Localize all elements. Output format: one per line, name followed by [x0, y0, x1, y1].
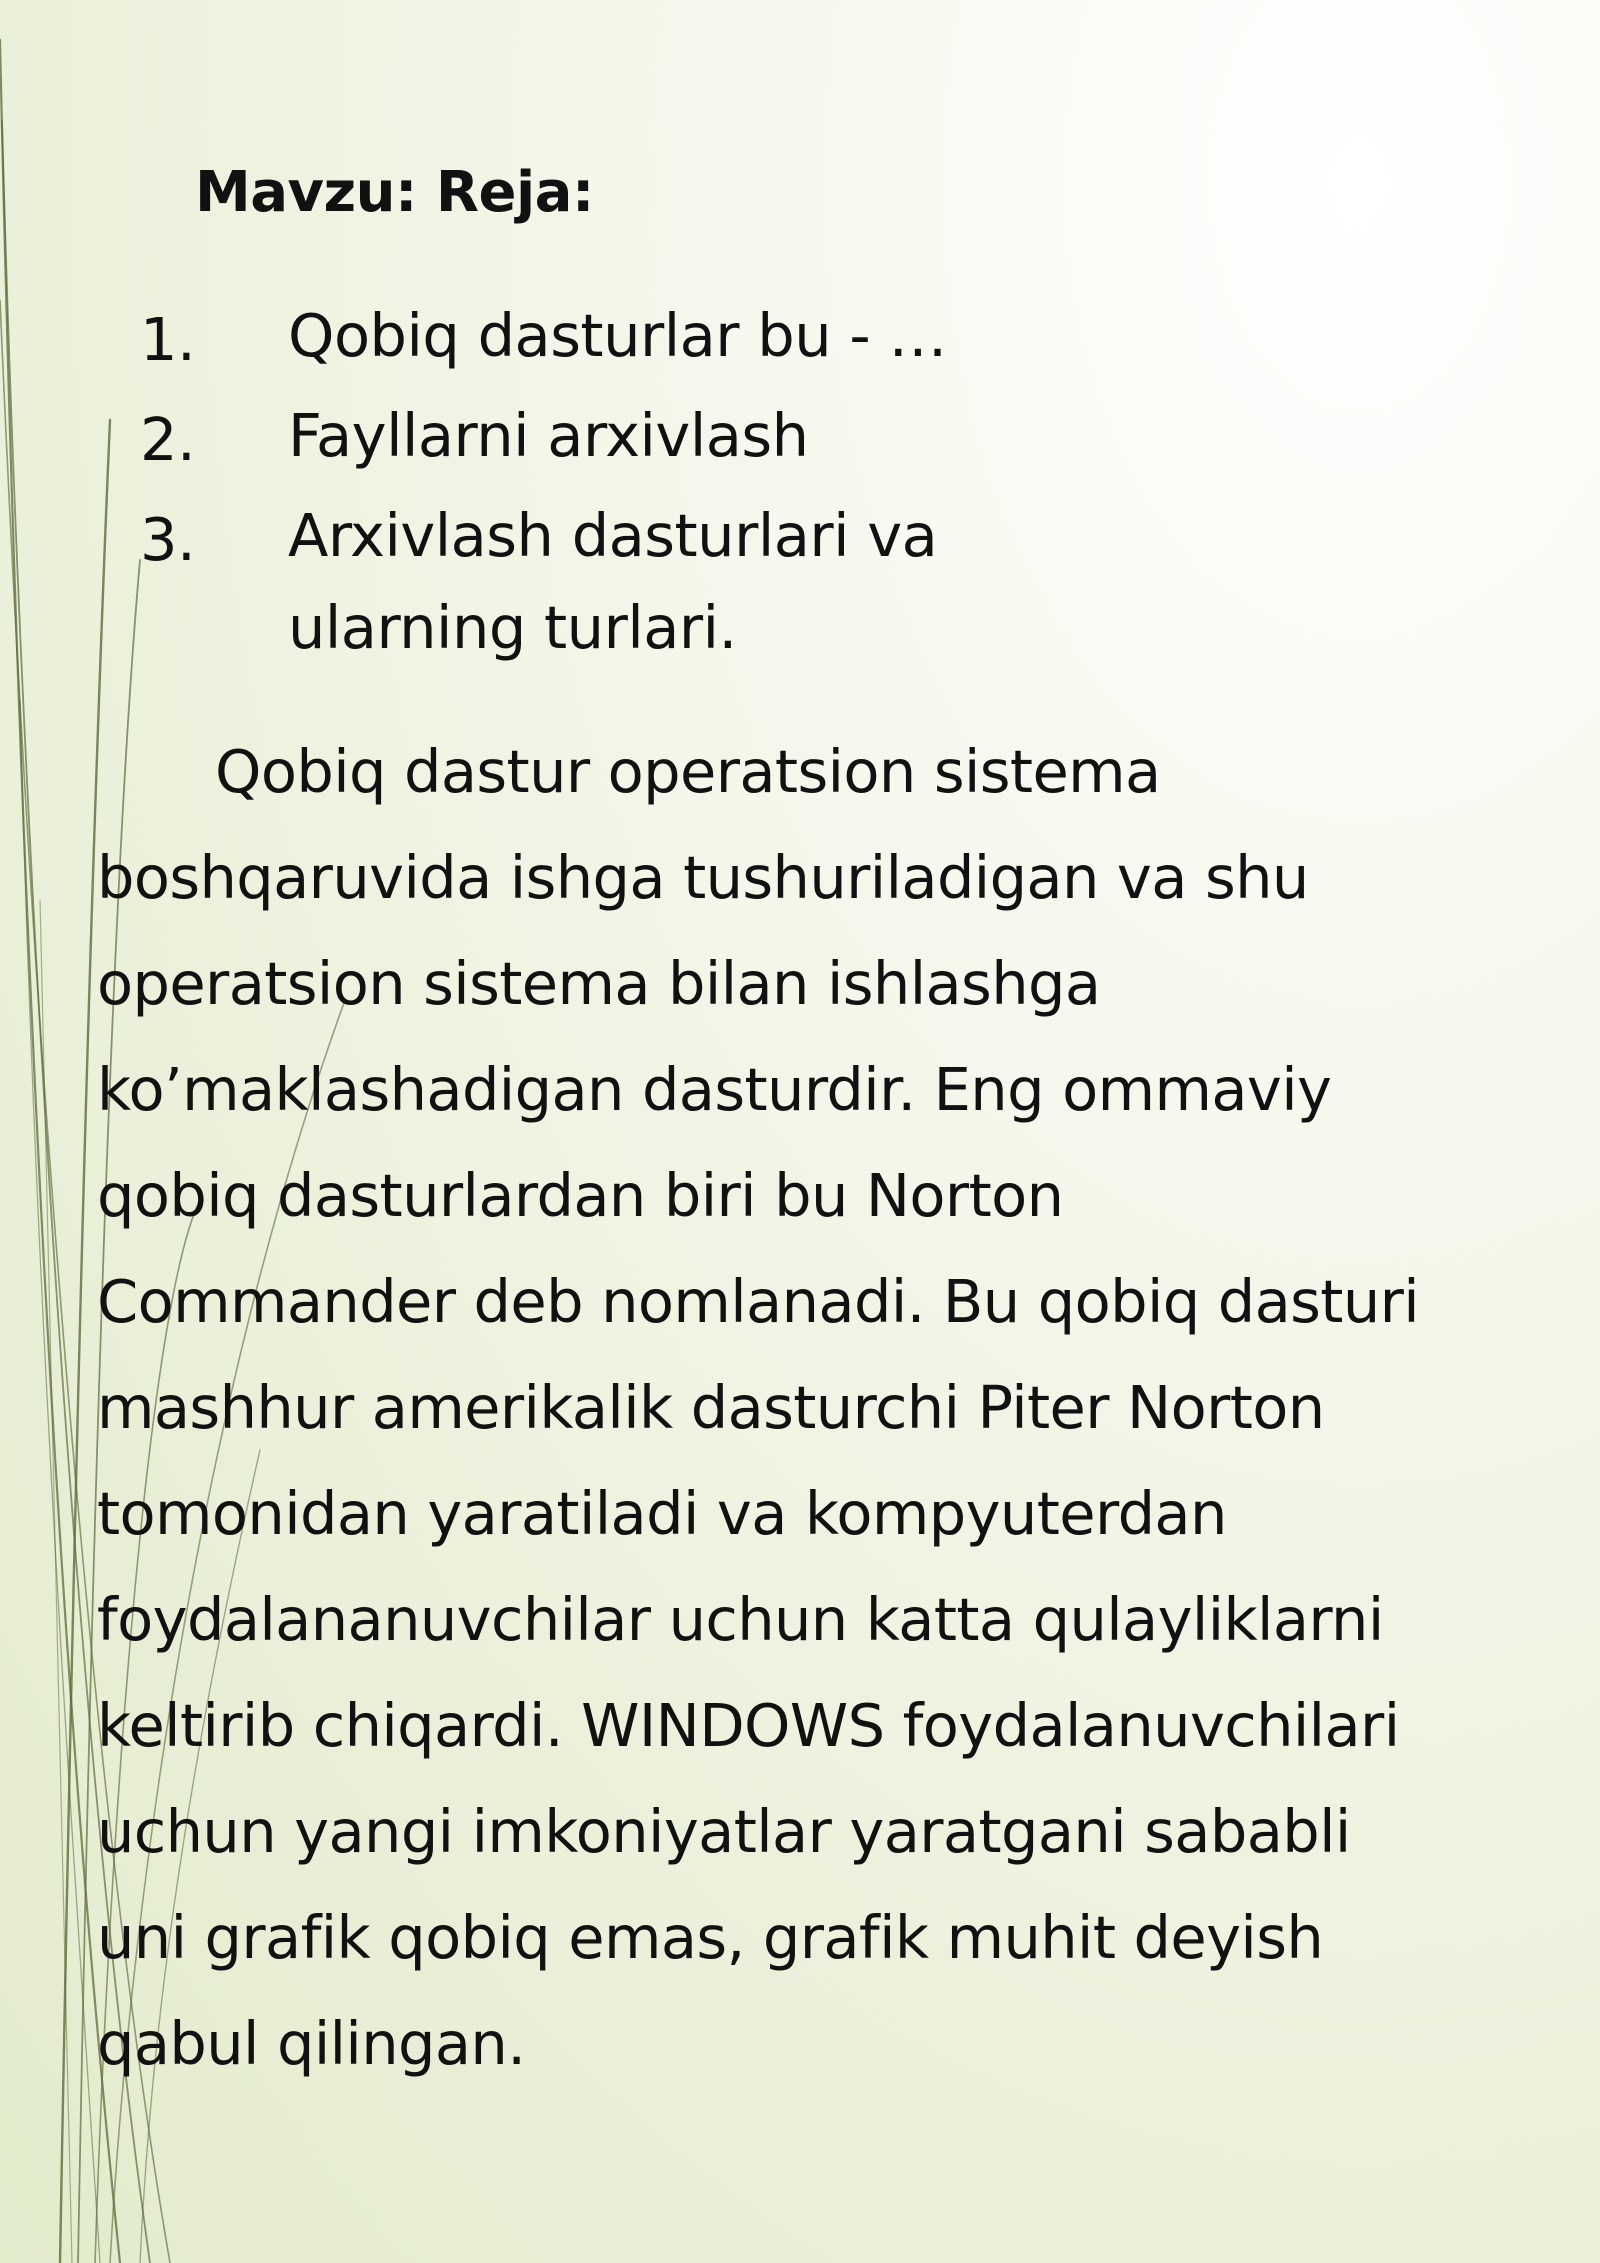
list-item [140, 490, 1300, 674]
paragraph-line: keltirib chiqardi. WINDOWS foydalanuvchilari [97, 1691, 1400, 1760]
page-title: Mavzu: Reja: [195, 160, 594, 225]
list-item-text: Arxivlash dasturlari va ularning turlari. [288, 501, 938, 662]
list-item [140, 290, 1300, 390]
paragraph-line: tomonidan yaratiladi va kompyuterdan [97, 1479, 1227, 1548]
list-item-number: 2. [140, 405, 196, 474]
paragraph-line: qabul qilingan. [97, 2009, 526, 2078]
body-paragraph [97, 719, 1537, 2097]
plan-list [140, 290, 1300, 674]
list-item-text: Qobiq dasturlar bu - … [288, 301, 947, 370]
list-item-text: Fayllarni arxivlash [288, 401, 809, 470]
list-item [140, 390, 1300, 490]
paragraph-line: uni grafik qobiq emas, grafik muhit deyish [97, 1903, 1324, 1972]
paragraph-line: ko’maklashadigan dasturdir. Eng ommaviy [97, 1055, 1332, 1124]
list-item-number: 3. [140, 505, 196, 574]
paragraph-line: boshqaruvida ishga tushuriladigan va shu [97, 843, 1309, 912]
paragraph-line: uchun yangi imkoniyatlar yaratgani sababli [97, 1797, 1351, 1866]
paragraph-line: mashhur amerikalik dasturchi Piter Norton [97, 1373, 1325, 1442]
list-item-number: 1. [140, 305, 196, 374]
paragraph-line: foydalananuvchilar uchun katta qulayliklarni [97, 1585, 1384, 1654]
paragraph-line: Commander deb nomlanadi. Bu qobiq dasturi [97, 1267, 1420, 1336]
paragraph-line: Qobiq dastur operatsion sistema [215, 737, 1161, 806]
paragraph-line: qobiq dasturlardan biri bu Norton [97, 1161, 1064, 1230]
paragraph-line: operatsion sistema bilan ishlashga [97, 949, 1101, 1018]
